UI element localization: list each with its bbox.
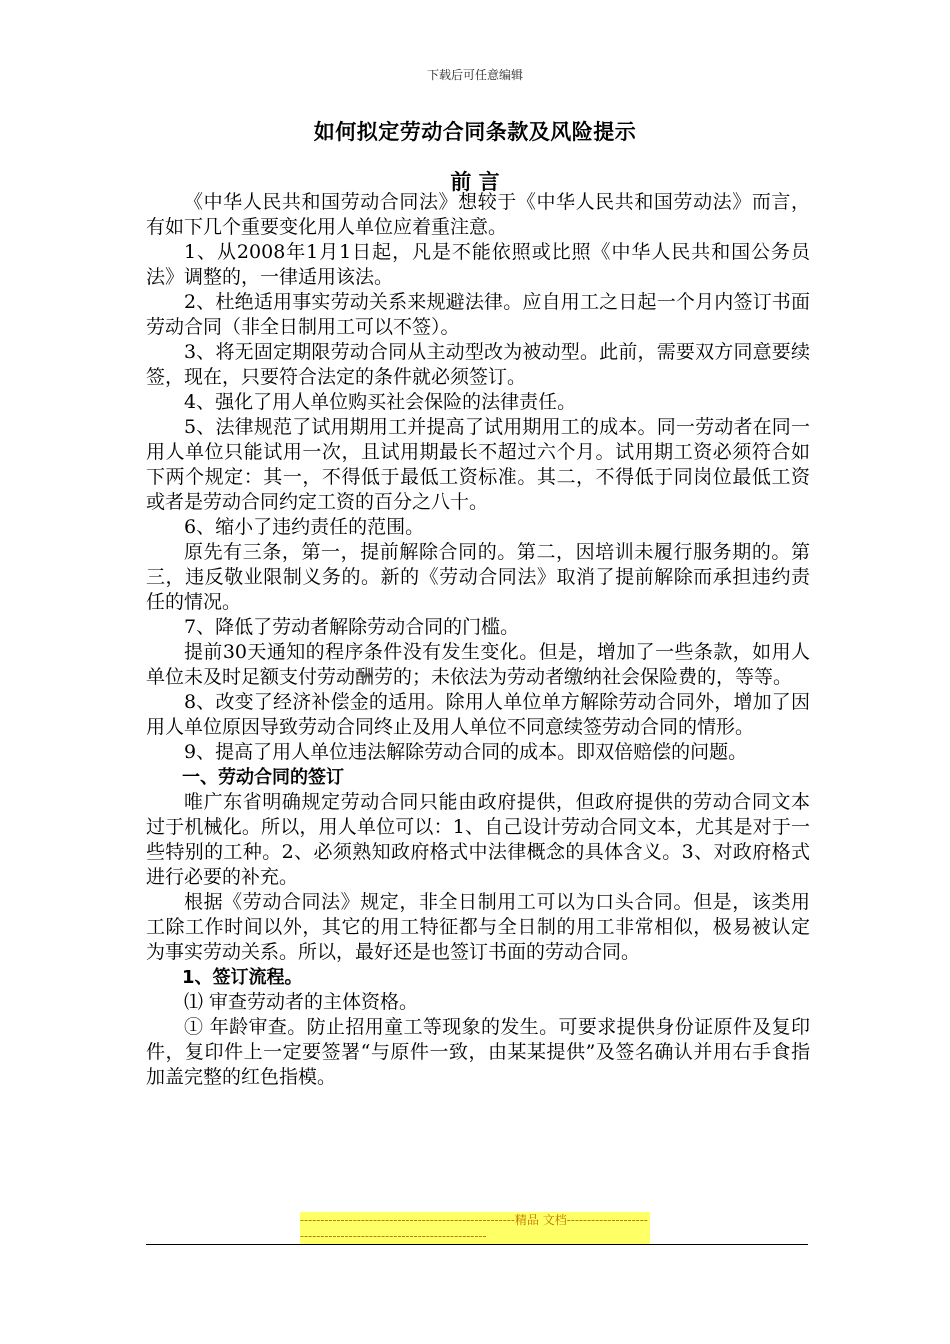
footer-banner: -----------------------------------------------------精品 文档------------------------------------------------------------------ bbox=[300, 1212, 650, 1244]
body-paragraph: 根据《劳动合同法》规定，非全日制用工可以为口头合同。但是，该类用工除工作时间以外，其它的用工特征都与全日制的用工非常相似，极易被认定为事实劳动关系。所以，最好还是也签订书面的劳动合同。 bbox=[146, 891, 810, 963]
body-paragraph: 7、降低了劳动者解除劳动合同的门槛。 bbox=[184, 616, 520, 638]
body-paragraph: ⑴ 审查劳动者的主体资格。 bbox=[184, 991, 419, 1013]
body-paragraph: 原先有三条，第一，提前解除合同的。第二，因培训未履行服务期的。第三，违反敬业限制义务的。新的《劳动合同法》取消了提前解除而承担违约责任的情况。 bbox=[146, 541, 810, 613]
preface-title: 前 言 bbox=[450, 170, 500, 194]
body-paragraph: 1、从2008年1月1日起，凡是不能依照或比照《中华人民共和国公务员法》调整的，一律适用该法。 bbox=[146, 241, 810, 288]
body-paragraph: 4、强化了用人单位购买社会保险的法律责任。 bbox=[184, 391, 577, 413]
document-body bbox=[146, 190, 810, 1090]
header-note: 下载后可任意编辑 bbox=[426, 68, 523, 82]
body-paragraph: 《中华人民共和国劳动合同法》想较于《中华人民共和国劳动法》而言，有如下几个重要变化用人单位应着重注意。 bbox=[146, 191, 810, 238]
section-heading: 一、劳动合同的签订 bbox=[182, 767, 344, 788]
body-paragraph: 唯广东省明确规定劳动合同只能由政府提供，但政府提供的劳动合同文本过于机械化。所以，用人单位可以：1、自己设计劳动合同文本，尤其是对于一些特别的工种。2、必须熟知政府格式中法律概念的具体含义。3、对政府格式进行必要的补充。 bbox=[146, 791, 810, 888]
body-paragraph: 8、改变了经济补偿金的适用。除用人单位单方解除劳动合同外，增加了因用人单位原因导致劳动合同终止及用人单位不同意续签劳动合同的情形。 bbox=[146, 691, 810, 738]
footer-divider bbox=[146, 1244, 808, 1245]
document-title: 如何拟定劳动合同条款及风险提示 bbox=[313, 120, 637, 144]
body-paragraph: 3、将无固定期限劳动合同从主动型改为被动型。此前，需要双方同意要续签，现在，只要符合法定的条件就必须签订。 bbox=[146, 341, 810, 388]
body-paragraph: 提前30天通知的程序条件没有发生变化。但是，增加了一些条款，如用人单位未及时足额支付劳动酬劳的；未依法为劳动者缴纳社会保险费的，等等。 bbox=[146, 641, 810, 688]
subsection-heading: 1、签订流程。 bbox=[182, 967, 303, 988]
body-paragraph: 9、提高了用人单位违法解除劳动合同的成本。即双倍赔偿的问题。 bbox=[184, 741, 748, 763]
body-paragraph: 6、缩小了违约责任的范围。 bbox=[184, 516, 425, 538]
body-paragraph: 2、杜绝适用事实劳动关系来规避法律。应自用工之日起一个月内签订书面劳动合同（非全日制用工可以不签）。 bbox=[146, 291, 810, 338]
body-paragraph: 5、法律规范了试用期用工并提高了试用期用工的成本。同一劳动者在同一用人单位只能试用一次，且试用期最长不超过六个月。试用期工资必须符合如下两个规定：其一，不得低于最低工资标准。其二，不得低于同岗位最低工资或者是劳动合同约定工资的百分之八十。 bbox=[146, 416, 810, 513]
body-paragraph: ① 年龄审查。防止招用童工等现象的发生。可要求提供身份证原件及复印件，复印件上一定要签署“与原件一致，由某某提供”及签名确认并用右手食指加盖完整的红色指模。 bbox=[146, 1016, 810, 1088]
